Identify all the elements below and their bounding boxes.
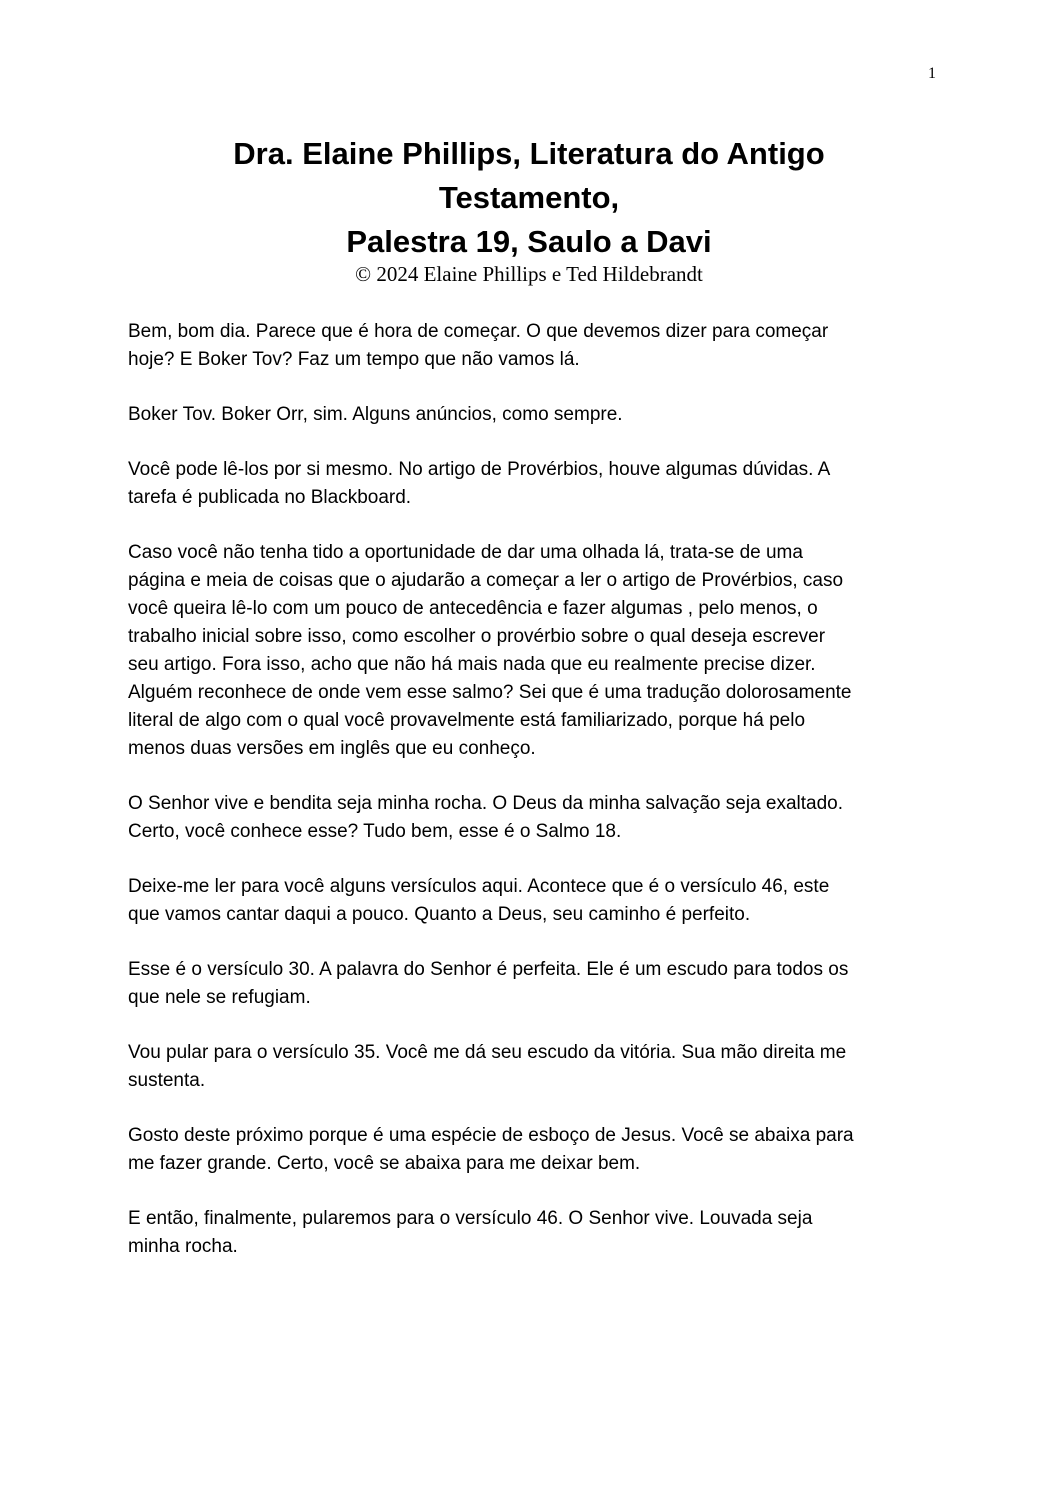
paragraph-line: Deixe-me ler para você alguns versículos aqui. Acontece que é o versículo 46, este — [128, 876, 830, 897]
paragraph-line: Vou pular para o versículo 35. Você me dá seu escudo da vitória. Sua mão direita me — [128, 1042, 847, 1063]
paragraph-line: menos duas versões em inglês que eu conheço. — [128, 738, 536, 759]
paragraph — [128, 401, 928, 429]
paragraph — [128, 318, 928, 374]
paragraph-line: tarefa é publicada no Blackboard. — [128, 487, 412, 508]
paragraph-line: Gosto deste próximo porque é uma espécie de esboço de Jesus. Você se abaixa para — [128, 1125, 854, 1146]
paragraph — [128, 1039, 928, 1095]
paragraph-line: Bem, bom dia. Parece que é hora de começar. O que devemos dizer para começar — [128, 321, 829, 342]
paragraph-line: me fazer grande. Certo, você se abaixa para me deixar bem. — [128, 1153, 641, 1174]
paragraph-line: Você pode lê-los por si mesmo. No artigo de Provérbios, houve algumas dúvidas. A — [128, 459, 831, 480]
page-number: 1 — [928, 65, 936, 82]
paragraph-line: minha rocha. — [128, 1236, 238, 1257]
copyright-line: © 2024 Elaine Phillips e Ted Hildebrandt — [355, 262, 703, 286]
paragraph-line: você queira lê-lo com um pouco de antecedência e fazer algumas , pelo menos, o — [128, 598, 818, 619]
paragraph — [128, 1122, 928, 1178]
paragraph — [128, 456, 928, 512]
paragraph-line: que vamos cantar daqui a pouco. Quanto a Deus, seu caminho é perfeito. — [128, 904, 751, 925]
paragraph — [128, 956, 928, 1012]
paragraph-line: E então, finalmente, pularemos para o versículo 46. O Senhor vive. Louvada seja — [128, 1208, 813, 1229]
paragraph-line: Certo, você conhece esse? Tudo bem, esse é o Salmo 18. — [128, 821, 622, 842]
document-header — [0, 132, 1058, 288]
paragraph-line: trabalho inicial sobre isso, como escolher o provérbio sobre o qual deseja escrever — [128, 626, 826, 647]
paragraph-line: Esse é o versículo 30. A palavra do Senhor é perfeita. Ele é um escudo para todos os — [128, 959, 849, 980]
paragraph-line: O Senhor vive e bendita seja minha rocha. O Deus da minha salvação seja exaltado. — [128, 793, 844, 814]
paragraph-line: sustenta. — [128, 1070, 206, 1091]
paragraph-line: Caso você não tenha tido a oportunidade de dar uma olhada lá, trata-se de uma — [128, 542, 803, 563]
paragraph — [128, 539, 928, 763]
paragraph-line: Boker Tov. Boker Orr, sim. Alguns anúncios, como sempre. — [128, 404, 623, 425]
paragraph-line: seu artigo. Fora isso, acho que não há mais nada que eu realmente precise dizer. — [128, 654, 816, 675]
title-line: Palestra 19, Saulo a Davi — [346, 224, 712, 259]
title-line: Dra. Elaine Phillips, Literatura do Antigo — [233, 136, 825, 171]
paragraph-line: página e meia de coisas que o ajudarão a começar a ler o artigo de Provérbios, caso — [128, 570, 844, 591]
paragraph — [128, 1205, 928, 1261]
paragraph-line: que nele se refugiam. — [128, 987, 311, 1008]
document-body — [128, 318, 928, 1288]
paragraph-line: Alguém reconhece de onde vem esse salmo? Sei que é uma tradução dolorosamente — [128, 682, 852, 703]
paragraph-line: literal de algo com o qual você provavelmente está familiarizado, porque há pelo — [128, 710, 806, 731]
paragraph-line: hoje? E Boker Tov? Faz um tempo que não vamos lá. — [128, 349, 580, 370]
paragraph — [128, 790, 928, 846]
paragraph — [128, 873, 928, 929]
title-line: Testamento, — [438, 180, 620, 215]
